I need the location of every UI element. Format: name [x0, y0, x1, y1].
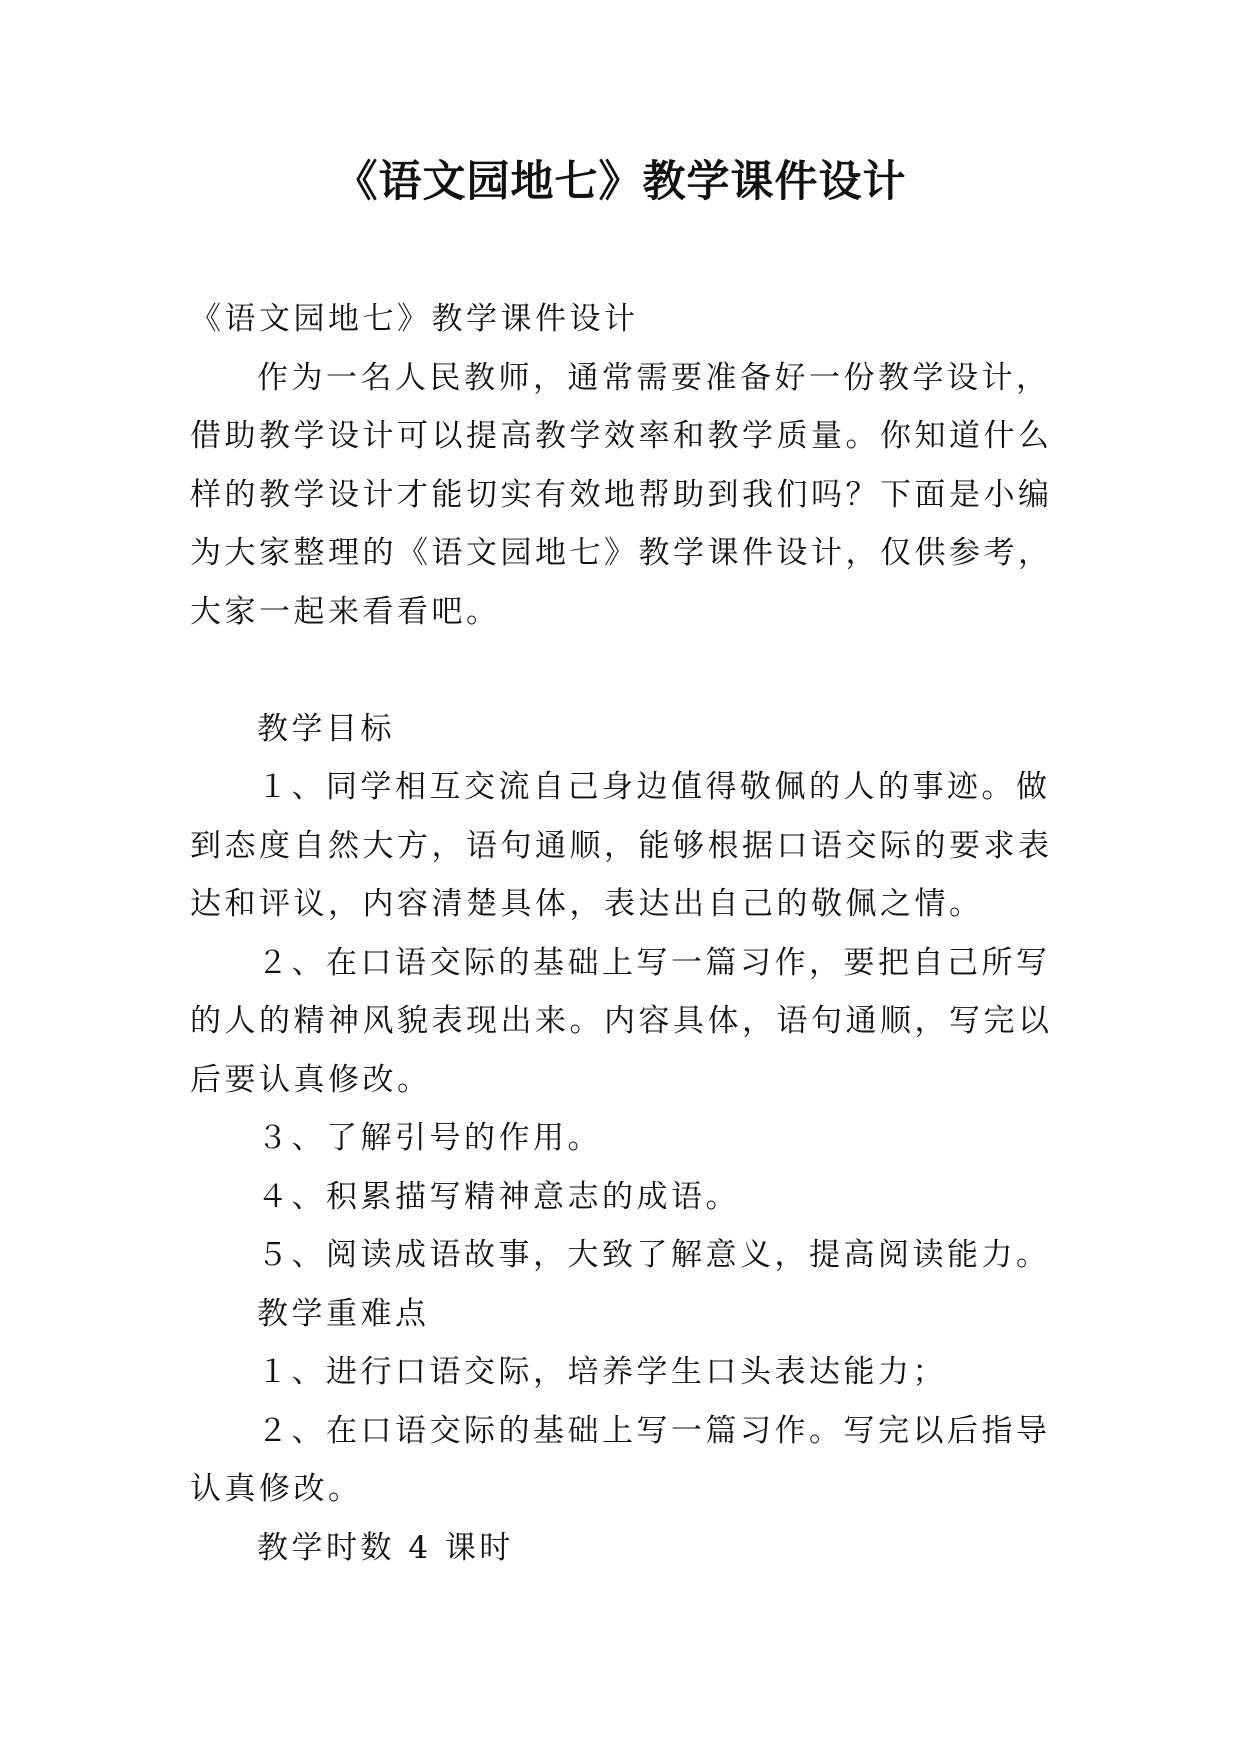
document-subtitle: 《语文园地七》教学课件设计: [190, 301, 639, 337]
document-title: 《语文园地七》教学课件设计: [334, 157, 907, 207]
intro-paragraph: 作为一名人民教师，通常需要准备好一份教学设计，借助教学设计可以提高教学效率和教学质量。你知道什么样的教学设计才能切实有效地帮助到我们吗？下面是小编为大家整理的《语文园地七》教学课件设计，仅供参考，大家一起来看看吧。: [190, 359, 1053, 630]
document-body: [190, 290, 1060, 1577]
difficulty-item: １、进行口语交际，培养学生口头表达能力；: [257, 1354, 947, 1390]
goal-item: １、同学相互交流自己身边值得敬佩的人的事迹。做到态度自然大方，语句通顺，能够根据口语交际的要求表达和评议，内容清楚具体，表达出自己的敬佩之情。: [190, 769, 1053, 922]
goal-item: ２、在口语交际的基础上写一篇习作，要把自己所写的人的精神风貌表现出来。内容具体，语句通顺，写完以后要认真修改。: [190, 944, 1053, 1098]
goal-item: ３、了解引号的作用。: [257, 1120, 602, 1156]
difficulty-item: ２、在口语交际的基础上写一篇习作。写完以后指导认真修改。: [190, 1412, 1051, 1507]
difficulty-heading: 教学重难点: [257, 1295, 430, 1332]
paragraph-spacer: [190, 641, 1060, 700]
goal-item: ５、阅读成语故事，大致了解意义，提高阅读能力。: [257, 1237, 1051, 1273]
goals-heading: 教学目标: [257, 710, 395, 747]
goal-item: ４、积累描写精神意志的成语。: [257, 1178, 740, 1215]
teaching-hours: 教学时数 4 课时: [257, 1529, 514, 1566]
